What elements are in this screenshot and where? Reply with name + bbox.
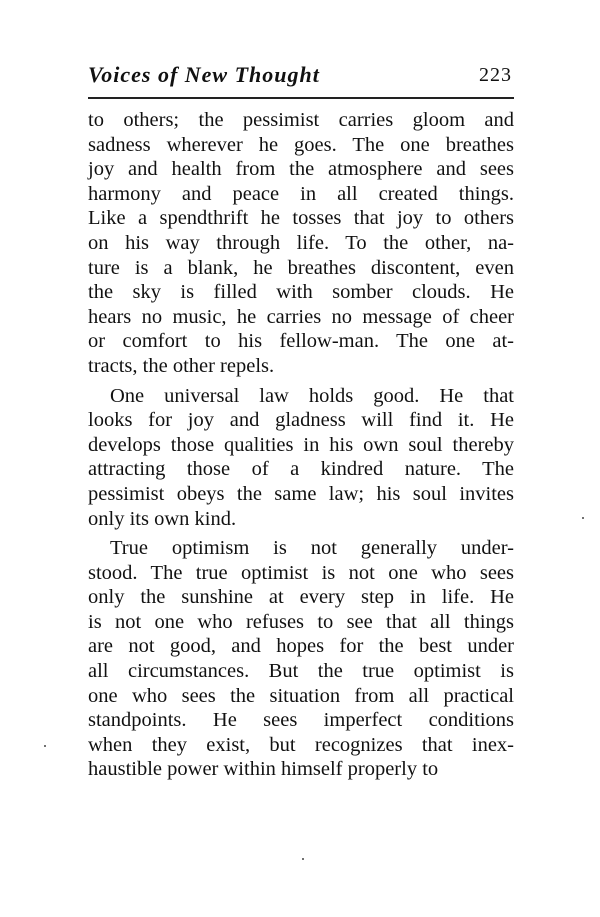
text-line: to others; the pessimist carries gloom and [88,109,514,131]
running-header [0,62,514,92]
text-line: hears no music, he carries no message of cheer [88,305,514,328]
text-line: one who sees the situation from all practical [88,684,514,707]
scan-speck [302,858,304,860]
running-title: Voices of New Thought [88,62,320,87]
text-line: develops those qualities in his own soul thereby [88,433,514,456]
text-line: the sky is filled with somber clouds. He [88,281,514,304]
text-line: ture is a blank, he breathes discontent, even [88,256,514,279]
text-line: looks for joy and gladness will find it. He [88,409,514,432]
text-line: haustible power within himself properly to [88,758,439,781]
text-line: sadness wherever he goes. The one breathes [88,133,514,156]
text-line: on his way through life. To the other, na- [88,231,514,254]
text-line: One universal law holds good. He that [110,384,514,407]
paragraph [88,536,514,782]
text-line: harmony and peace in all created things. [88,182,514,205]
text-line: True optimism is not generally under- [110,537,514,560]
text-line: or comfort to his fellow-man. The one at- [88,330,514,353]
text-line: only its own kind. [88,507,237,530]
header-rule [88,97,514,99]
text-line: attracting those of a kindred nature. The [88,458,514,481]
text-line: when they exist, but recognizes that inex- [88,733,514,756]
text-line: joy and health from the atmosphere and sees [88,158,514,181]
paragraph [88,384,514,532]
page-number: 223 [479,64,512,86]
text-line: stood. The true optimist is not one who sees [88,561,514,584]
text-line: tracts, the other repels. [88,354,275,377]
paragraph [88,108,514,379]
text-line: all circumstances. But the true optimist is [88,660,514,683]
scan-speck [582,517,584,519]
page-body [88,108,514,782]
text-line: are not good, and hopes for the best under [88,635,514,658]
text-line: Like a spendthrift he tosses that joy to others [88,207,514,230]
scan-speck [44,745,46,747]
text-line: only the sunshine at every step in life. He [88,586,514,609]
text-line: standpoints. He sees imperfect conditions [88,709,514,732]
text-line: is not one who refuses to see that all things [88,610,514,633]
text-line: pessimist obeys the same law; his soul invites [88,482,514,505]
